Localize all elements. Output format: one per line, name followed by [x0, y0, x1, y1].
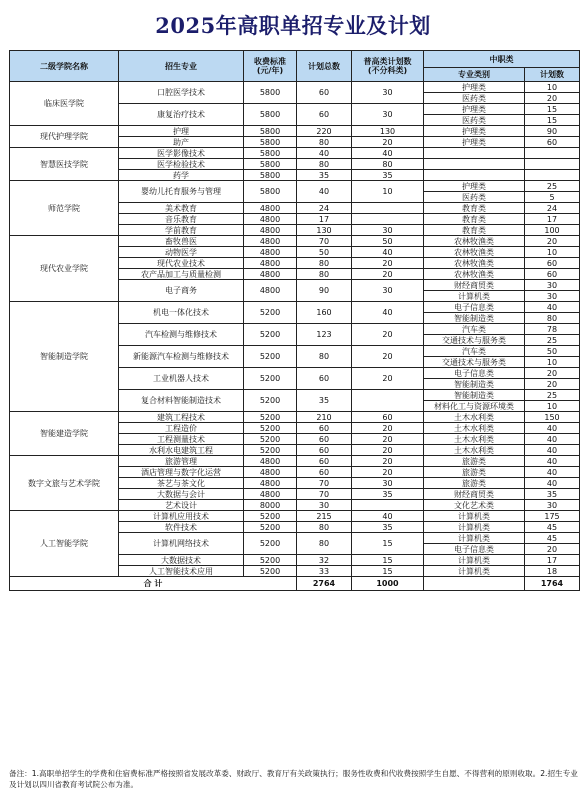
general-cell: [352, 203, 424, 214]
program-name: 电子商务: [119, 280, 244, 302]
header-fee-label: 收费标准: [254, 57, 286, 66]
college-name: 智能制造学院: [10, 302, 119, 412]
plan-cell: 60: [525, 137, 580, 148]
category-cell: 医药类: [424, 115, 525, 126]
category-cell: 旅游类: [424, 478, 525, 489]
program-name: 现代农业技术: [119, 258, 244, 269]
general-cell: [352, 500, 424, 511]
total-label: 合 计: [10, 577, 297, 591]
general-cell: 35: [352, 522, 424, 533]
category-cell: 计算机类: [424, 566, 525, 577]
plan-cell: 25: [525, 181, 580, 192]
general-cell: 30: [352, 478, 424, 489]
plan-body: [10, 82, 580, 591]
college-name: 临床医学院: [10, 82, 119, 126]
program-name: 新能源汽车检测与维修技术: [119, 346, 244, 368]
plan-cell: [525, 170, 580, 181]
general-cell: 30: [352, 104, 424, 126]
plan-cell: [525, 148, 580, 159]
total-cell: 40: [297, 181, 352, 203]
program-name: 大数据与会计: [119, 489, 244, 500]
plan-cell: 15: [525, 115, 580, 126]
header-fee-unit: (元/年): [256, 66, 284, 75]
program-name: 艺术设计: [119, 500, 244, 511]
college-name: 现代护理学院: [10, 126, 119, 148]
plan-cell: 40: [525, 456, 580, 467]
general-cell: 15: [352, 555, 424, 566]
fee-cell: 5800: [244, 159, 297, 170]
fee-cell: 5800: [244, 170, 297, 181]
fee-cell: 4800: [244, 247, 297, 258]
category-cell: 农林牧渔类: [424, 247, 525, 258]
plan-cell: 30: [525, 280, 580, 291]
plan-cell: 17: [525, 214, 580, 225]
plan-cell: 45: [525, 533, 580, 544]
general-cell: 20: [352, 423, 424, 434]
category-cell: 交通技术与服务类: [424, 357, 525, 368]
total-cell: 50: [297, 247, 352, 258]
category-cell: 土木水利类: [424, 445, 525, 456]
total-cell: 70: [297, 236, 352, 247]
header-general-sub: (不分科类): [367, 66, 408, 75]
fee-cell: 5200: [244, 566, 297, 577]
fee-cell: 5200: [244, 434, 297, 445]
header-row: [10, 51, 580, 68]
total-cell: 215: [297, 511, 352, 522]
program-name: 学前教育: [119, 225, 244, 236]
general-cell: 20: [352, 434, 424, 445]
category-cell: 电子信息类: [424, 368, 525, 379]
fee-cell: 4800: [244, 225, 297, 236]
category-cell: 电子信息类: [424, 544, 525, 555]
category-cell: 护理类: [424, 104, 525, 115]
total-cell: 24: [297, 203, 352, 214]
general-cell: 20: [352, 456, 424, 467]
plan-cell: 30: [525, 500, 580, 511]
plan-cell: 45: [525, 522, 580, 533]
program-name: 计算机应用技术: [119, 511, 244, 522]
program-name: 水利水电建筑工程: [119, 445, 244, 456]
total-cell: 80: [297, 159, 352, 170]
category-cell: 文化艺术类: [424, 500, 525, 511]
fee-cell: 5800: [244, 181, 297, 203]
plan-cell: 24: [525, 203, 580, 214]
total-cell: 32: [297, 555, 352, 566]
program-name: 机电一体化技术: [119, 302, 244, 324]
total-cell: 130: [297, 225, 352, 236]
fee-cell: 4800: [244, 467, 297, 478]
plan-cell: 40: [525, 423, 580, 434]
total-cell: 35: [297, 390, 352, 412]
plan-cell: 17: [525, 555, 580, 566]
program-name: 医学影像技术: [119, 148, 244, 159]
total-cell: 60: [297, 434, 352, 445]
program-name: 汽车检测与维修技术: [119, 324, 244, 346]
total-cell: 80: [297, 346, 352, 368]
general-cell: [352, 390, 424, 412]
program-name: 康复治疗技术: [119, 104, 244, 126]
header-general-label: 普高类计划数: [363, 57, 412, 66]
program-name: 农产品加工与质量检测: [119, 269, 244, 280]
category-cell: 计算机类: [424, 522, 525, 533]
header-college: 二级学院名称: [10, 51, 119, 82]
fee-cell: 4800: [244, 456, 297, 467]
program-name: 药学: [119, 170, 244, 181]
fee-cell: 5200: [244, 423, 297, 434]
plan-cell: 40: [525, 445, 580, 456]
plan-cell: 20: [525, 236, 580, 247]
program-name: 旅游管理: [119, 456, 244, 467]
general-cell: 20: [352, 346, 424, 368]
plan-cell: 150: [525, 412, 580, 423]
category-cell: 财经商贸类: [424, 489, 525, 500]
program-name: 医学检验技术: [119, 159, 244, 170]
plan-cell: 18: [525, 566, 580, 577]
category-cell: 教育类: [424, 225, 525, 236]
fee-cell: 5800: [244, 148, 297, 159]
general-cell: 80: [352, 159, 424, 170]
plan-cell: 20: [525, 544, 580, 555]
fee-cell: 5200: [244, 533, 297, 555]
header-total: 计划总数: [297, 51, 352, 82]
total-row: [10, 577, 580, 591]
total-cell: 60: [297, 423, 352, 434]
general-cell: 20: [352, 324, 424, 346]
table-row: [10, 511, 580, 522]
plan-cell: 20: [525, 368, 580, 379]
category-cell: 交通技术与服务类: [424, 335, 525, 346]
program-name: 茶艺与茶文化: [119, 478, 244, 489]
fee-cell: 8000: [244, 500, 297, 511]
fee-cell: 5200: [244, 324, 297, 346]
fee-cell: 5200: [244, 555, 297, 566]
program-name: 酒店管理与数字化运营: [119, 467, 244, 478]
plan-cell: 175: [525, 511, 580, 522]
category-cell: 汽车类: [424, 324, 525, 335]
program-name: 婴幼儿托育服务与管理: [119, 181, 244, 203]
category-cell: [424, 148, 525, 159]
general-cell: 20: [352, 137, 424, 148]
fee-cell: 5800: [244, 82, 297, 104]
plan-cell: 30: [525, 291, 580, 302]
general-cell: 20: [352, 445, 424, 456]
total-cell: 35: [297, 170, 352, 181]
page-title: 2025年高职单招专业及计划: [155, 13, 431, 38]
category-cell: 土木水利类: [424, 423, 525, 434]
general-cell: 15: [352, 533, 424, 555]
category-cell: [424, 170, 525, 181]
category-cell: 护理类: [424, 82, 525, 93]
fee-cell: 5800: [244, 104, 297, 126]
category-cell: 医药类: [424, 93, 525, 104]
total-cell: 160: [297, 302, 352, 324]
total-cell: 60: [297, 82, 352, 104]
general-cell: 50: [352, 236, 424, 247]
category-cell: 护理类: [424, 126, 525, 137]
program-name: 工程造价: [119, 423, 244, 434]
category-cell: [424, 159, 525, 170]
total-cell: 17: [297, 214, 352, 225]
table-row: [10, 302, 580, 313]
header-fee: [244, 51, 297, 82]
total-cell: 80: [297, 137, 352, 148]
fee-cell: 5800: [244, 137, 297, 148]
table-row: [10, 412, 580, 423]
fee-cell: 5200: [244, 522, 297, 533]
plan-cell: 10: [525, 247, 580, 258]
category-cell: 旅游类: [424, 456, 525, 467]
category-cell: 计算机类: [424, 291, 525, 302]
fee-cell: 4800: [244, 214, 297, 225]
category-cell: 护理类: [424, 137, 525, 148]
category-cell: 财经商贸类: [424, 280, 525, 291]
program-name: 工业机器人技术: [119, 368, 244, 390]
general-cell: 40: [352, 247, 424, 258]
fee-cell: 5200: [244, 346, 297, 368]
plan-cell: 35: [525, 489, 580, 500]
plan-cell: 78: [525, 324, 580, 335]
plan-cell: 10: [525, 357, 580, 368]
plan-cell: 100: [525, 225, 580, 236]
general-cell: 20: [352, 368, 424, 390]
total-cell: 60: [297, 104, 352, 126]
category-cell: 土木水利类: [424, 412, 525, 423]
plan-cell: [525, 159, 580, 170]
fee-cell: 5200: [244, 302, 297, 324]
total-cell: 60: [297, 445, 352, 456]
total-cell: 60: [297, 456, 352, 467]
general-cell: 30: [352, 225, 424, 236]
category-cell: 计算机类: [424, 555, 525, 566]
general-cell: 40: [352, 148, 424, 159]
total-cell: 123: [297, 324, 352, 346]
fee-cell: 4800: [244, 258, 297, 269]
college-name: 人工智能学院: [10, 511, 119, 577]
general-cell: 60: [352, 412, 424, 423]
college-name: 智能建造学院: [10, 412, 119, 456]
program-name: 助产: [119, 137, 244, 148]
fee-cell: 4800: [244, 203, 297, 214]
program-name: 大数据技术: [119, 555, 244, 566]
general-cell: 40: [352, 302, 424, 324]
plan-cell: 40: [525, 302, 580, 313]
table-row: [10, 236, 580, 247]
program-name: 人工智能技术应用: [119, 566, 244, 577]
general-cell: 35: [352, 170, 424, 181]
general-cell: 130: [352, 126, 424, 137]
enrollment-plan-table: [9, 50, 580, 591]
total-cell: 70: [297, 489, 352, 500]
category-cell: 电子信息类: [424, 302, 525, 313]
category-sum-blank: [424, 577, 525, 591]
category-cell: 计算机类: [424, 511, 525, 522]
vocational-sum: 1764: [525, 577, 580, 591]
general-cell: 20: [352, 269, 424, 280]
header-vocational: 中职类: [424, 51, 580, 68]
category-cell: 旅游类: [424, 467, 525, 478]
general-cell: 40: [352, 511, 424, 522]
program-name: 护理: [119, 126, 244, 137]
program-name: 口腔医学技术: [119, 82, 244, 104]
fee-cell: 5200: [244, 390, 297, 412]
category-cell: 教育类: [424, 203, 525, 214]
category-cell: 农林牧渔类: [424, 258, 525, 269]
general-cell: 10: [352, 181, 424, 203]
plan-cell: 25: [525, 390, 580, 401]
category-cell: 材料化工与资源环境类: [424, 401, 525, 412]
fee-cell: 4800: [244, 489, 297, 500]
total-cell: 60: [297, 368, 352, 390]
total-cell: 80: [297, 522, 352, 533]
fee-cell: 4800: [244, 236, 297, 247]
general-cell: 20: [352, 258, 424, 269]
total-cell: 80: [297, 269, 352, 280]
table-row: [10, 126, 580, 137]
header-category: 专业类别: [424, 68, 525, 82]
fee-cell: 5200: [244, 412, 297, 423]
program-name: 建筑工程技术: [119, 412, 244, 423]
plan-cell: 10: [525, 401, 580, 412]
table-row: [10, 82, 580, 93]
plan-cell: 40: [525, 434, 580, 445]
table-row: [10, 456, 580, 467]
college-name: 智慧医技学院: [10, 148, 119, 181]
header-program: 招生专业: [119, 51, 244, 82]
table-row: [10, 181, 580, 192]
category-cell: 医药类: [424, 192, 525, 203]
total-cell: 30: [297, 500, 352, 511]
college-name: 师范学院: [10, 181, 119, 236]
program-name: 计算机网络技术: [119, 533, 244, 555]
category-cell: 护理类: [424, 181, 525, 192]
general-cell: 20: [352, 467, 424, 478]
fee-cell: 5200: [244, 445, 297, 456]
header-plan: 计划数: [525, 68, 580, 82]
plan-cell: 90: [525, 126, 580, 137]
plan-cell: 10: [525, 82, 580, 93]
fee-cell: 5800: [244, 126, 297, 137]
total-cell: 60: [297, 467, 352, 478]
total-cell: 33: [297, 566, 352, 577]
general-cell: 15: [352, 566, 424, 577]
total-cell: 80: [297, 533, 352, 555]
program-name: 工程测量技术: [119, 434, 244, 445]
general-cell: 35: [352, 489, 424, 500]
category-cell: 农林牧渔类: [424, 269, 525, 280]
total-cell: 220: [297, 126, 352, 137]
program-name: 动物医学: [119, 247, 244, 258]
plan-cell: 60: [525, 258, 580, 269]
college-name: 现代农业学院: [10, 236, 119, 302]
fee-cell: 5200: [244, 368, 297, 390]
plan-cell: 80: [525, 313, 580, 324]
notes: 备注：1.高职单招学生的学费和住宿费标准严格按照省发展改革委、财政厅、教育厅有关政策执行；服务性收费和代收费按照学生自愿、不得营利的原则收取。2.招生专业及计划以四川省教育考试院公布为准。: [9, 769, 578, 789]
program-name: 软件技术: [119, 522, 244, 533]
plan-cell: 25: [525, 335, 580, 346]
category-cell: 教育类: [424, 214, 525, 225]
plan-cell: 5: [525, 192, 580, 203]
category-cell: 计算机类: [424, 533, 525, 544]
category-cell: 智能制造类: [424, 313, 525, 324]
total-cell: 70: [297, 478, 352, 489]
program-name: 畜牧兽医: [119, 236, 244, 247]
plan-cell: 20: [525, 93, 580, 104]
general-cell: 30: [352, 82, 424, 104]
table-row: [10, 148, 580, 159]
plan-cell: 60: [525, 269, 580, 280]
general-sum: 1000: [352, 577, 424, 591]
category-cell: 汽车类: [424, 346, 525, 357]
fee-cell: 4800: [244, 269, 297, 280]
category-cell: 智能制造类: [424, 390, 525, 401]
total-cell: 80: [297, 258, 352, 269]
plan-cell: 40: [525, 478, 580, 489]
category-cell: 农林牧渔类: [424, 236, 525, 247]
program-name: 美术教育: [119, 203, 244, 214]
fee-cell: 4800: [244, 280, 297, 302]
category-cell: 智能制造类: [424, 379, 525, 390]
program-name: 音乐教育: [119, 214, 244, 225]
plan-cell: 15: [525, 104, 580, 115]
total-sum: 2764: [297, 577, 352, 591]
program-name: 复合材料智能制造技术: [119, 390, 244, 412]
category-cell: 土木水利类: [424, 434, 525, 445]
plan-cell: 50: [525, 346, 580, 357]
general-cell: 30: [352, 280, 424, 302]
college-name: 数字文旅与艺术学院: [10, 456, 119, 511]
fee-cell: 5200: [244, 511, 297, 522]
fee-cell: 4800: [244, 478, 297, 489]
plan-cell: 20: [525, 379, 580, 390]
total-cell: 90: [297, 280, 352, 302]
plan-cell: 40: [525, 467, 580, 478]
general-cell: [352, 214, 424, 225]
total-cell: 40: [297, 148, 352, 159]
total-cell: 210: [297, 412, 352, 423]
header-general: [352, 51, 424, 82]
